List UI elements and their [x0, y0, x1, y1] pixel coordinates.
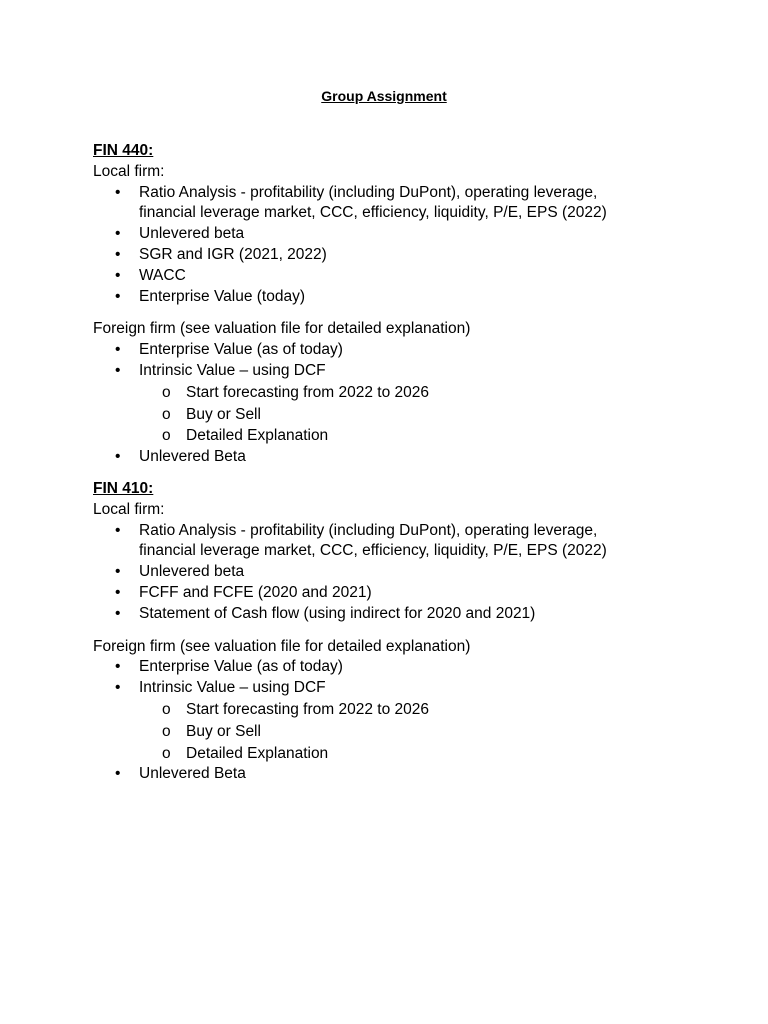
section-fin-440 [93, 141, 653, 468]
list-item [115, 266, 653, 287]
foreign-firm-list [93, 657, 653, 785]
sub-list-item-text: Start forecasting from 2022 to 2026 [186, 700, 429, 718]
list-item [115, 361, 653, 447]
list-item-text: Unlevered beta [139, 563, 245, 581]
list-item [115, 245, 653, 266]
local-firm-list [93, 521, 653, 625]
section-fin-410 [93, 479, 653, 785]
list-item-text: FCFF and FCFE (2020 and 2021) [139, 583, 372, 601]
sub-list-item-text: Detailed Explanation [186, 744, 329, 762]
dcf-sub-list [139, 382, 653, 447]
circle-bullet-icon: o [162, 722, 171, 740]
local-firm-label: Local firm: [93, 500, 165, 518]
circle-bullet-icon: o [162, 427, 171, 445]
bullet-icon: • [115, 765, 121, 783]
sub-list-item [162, 425, 653, 447]
bullet-icon: • [115, 245, 121, 263]
list-item [115, 657, 653, 678]
sub-list-item-text: Detailed Explanation [186, 427, 329, 445]
sub-list-item-text: Buy or Sell [186, 722, 261, 740]
list-item-text: Statement of Cash flow (using indirect for 2020 and 2021) [139, 604, 536, 622]
foreign-firm-label: Foreign firm (see valuation file for detailed explanation) [93, 637, 471, 655]
bullet-icon: • [115, 658, 121, 676]
list-item [115, 583, 653, 604]
circle-bullet-icon: o [162, 700, 171, 718]
sub-list-item [162, 743, 653, 765]
bullet-icon: • [115, 287, 121, 305]
section-heading: FIN 410: [93, 480, 154, 497]
list-item-text: SGR and IGR (2021, 2022) [139, 245, 327, 263]
list-item-text: Enterprise Value (as of today) [139, 341, 343, 359]
list-item [115, 183, 653, 225]
list-item-text: Ratio Analysis - profitability (including DuPont), operating leverage, financial leverage market, CCC, efficiency, liquidity, P/E, EPS (2022) [139, 183, 607, 222]
list-item-text: Intrinsic Value – using DCF [139, 361, 326, 379]
sub-list-item [162, 721, 653, 743]
list-item [115, 287, 653, 308]
circle-bullet-icon: o [162, 744, 171, 762]
list-item [115, 340, 653, 361]
list-item-text: Intrinsic Value – using DCF [139, 679, 326, 697]
bullet-icon: • [115, 448, 121, 466]
list-item-text: Enterprise Value (today) [139, 287, 305, 305]
sub-list-item [162, 699, 653, 721]
sub-list-item-text: Buy or Sell [186, 405, 261, 423]
bullet-icon: • [115, 563, 121, 581]
foreign-firm-list [93, 340, 653, 468]
bullet-icon: • [115, 225, 121, 243]
circle-bullet-icon: o [162, 383, 171, 401]
foreign-firm-label: Foreign firm (see valuation file for detailed explanation) [93, 320, 471, 338]
bullet-icon: • [115, 604, 121, 622]
bullet-icon: • [115, 521, 121, 539]
document-title: Group Assignment [321, 88, 447, 104]
list-item [115, 562, 653, 583]
list-item [115, 447, 653, 468]
local-firm-label: Local firm: [93, 162, 165, 180]
list-item-text: WACC [139, 266, 186, 284]
list-item-text: Ratio Analysis - profitability (including DuPont), operating leverage, financial leverage market, CCC, efficiency, liquidity, P/E, EPS (2022) [139, 521, 607, 560]
list-item-text: Enterprise Value (as of today) [139, 658, 343, 676]
sub-list-item-text: Start forecasting from 2022 to 2026 [186, 383, 429, 401]
bullet-icon: • [115, 583, 121, 601]
bullet-icon: • [115, 341, 121, 359]
dcf-sub-list [139, 699, 653, 764]
section-heading: FIN 440: [93, 142, 154, 159]
bullet-icon: • [115, 361, 121, 379]
list-item-text: Unlevered Beta [139, 765, 246, 783]
list-item [115, 521, 653, 563]
circle-bullet-icon: o [162, 405, 171, 423]
list-item [115, 678, 653, 764]
list-item-text: Unlevered Beta [139, 448, 246, 466]
local-firm-list [93, 183, 653, 308]
bullet-icon: • [115, 266, 121, 284]
sub-list-item [162, 382, 653, 404]
list-item [115, 224, 653, 245]
bullet-icon: • [115, 183, 121, 201]
list-item-text: Unlevered beta [139, 225, 245, 243]
list-item [115, 764, 653, 785]
bullet-icon: • [115, 679, 121, 697]
sub-list-item [162, 404, 653, 426]
list-item [115, 604, 653, 625]
